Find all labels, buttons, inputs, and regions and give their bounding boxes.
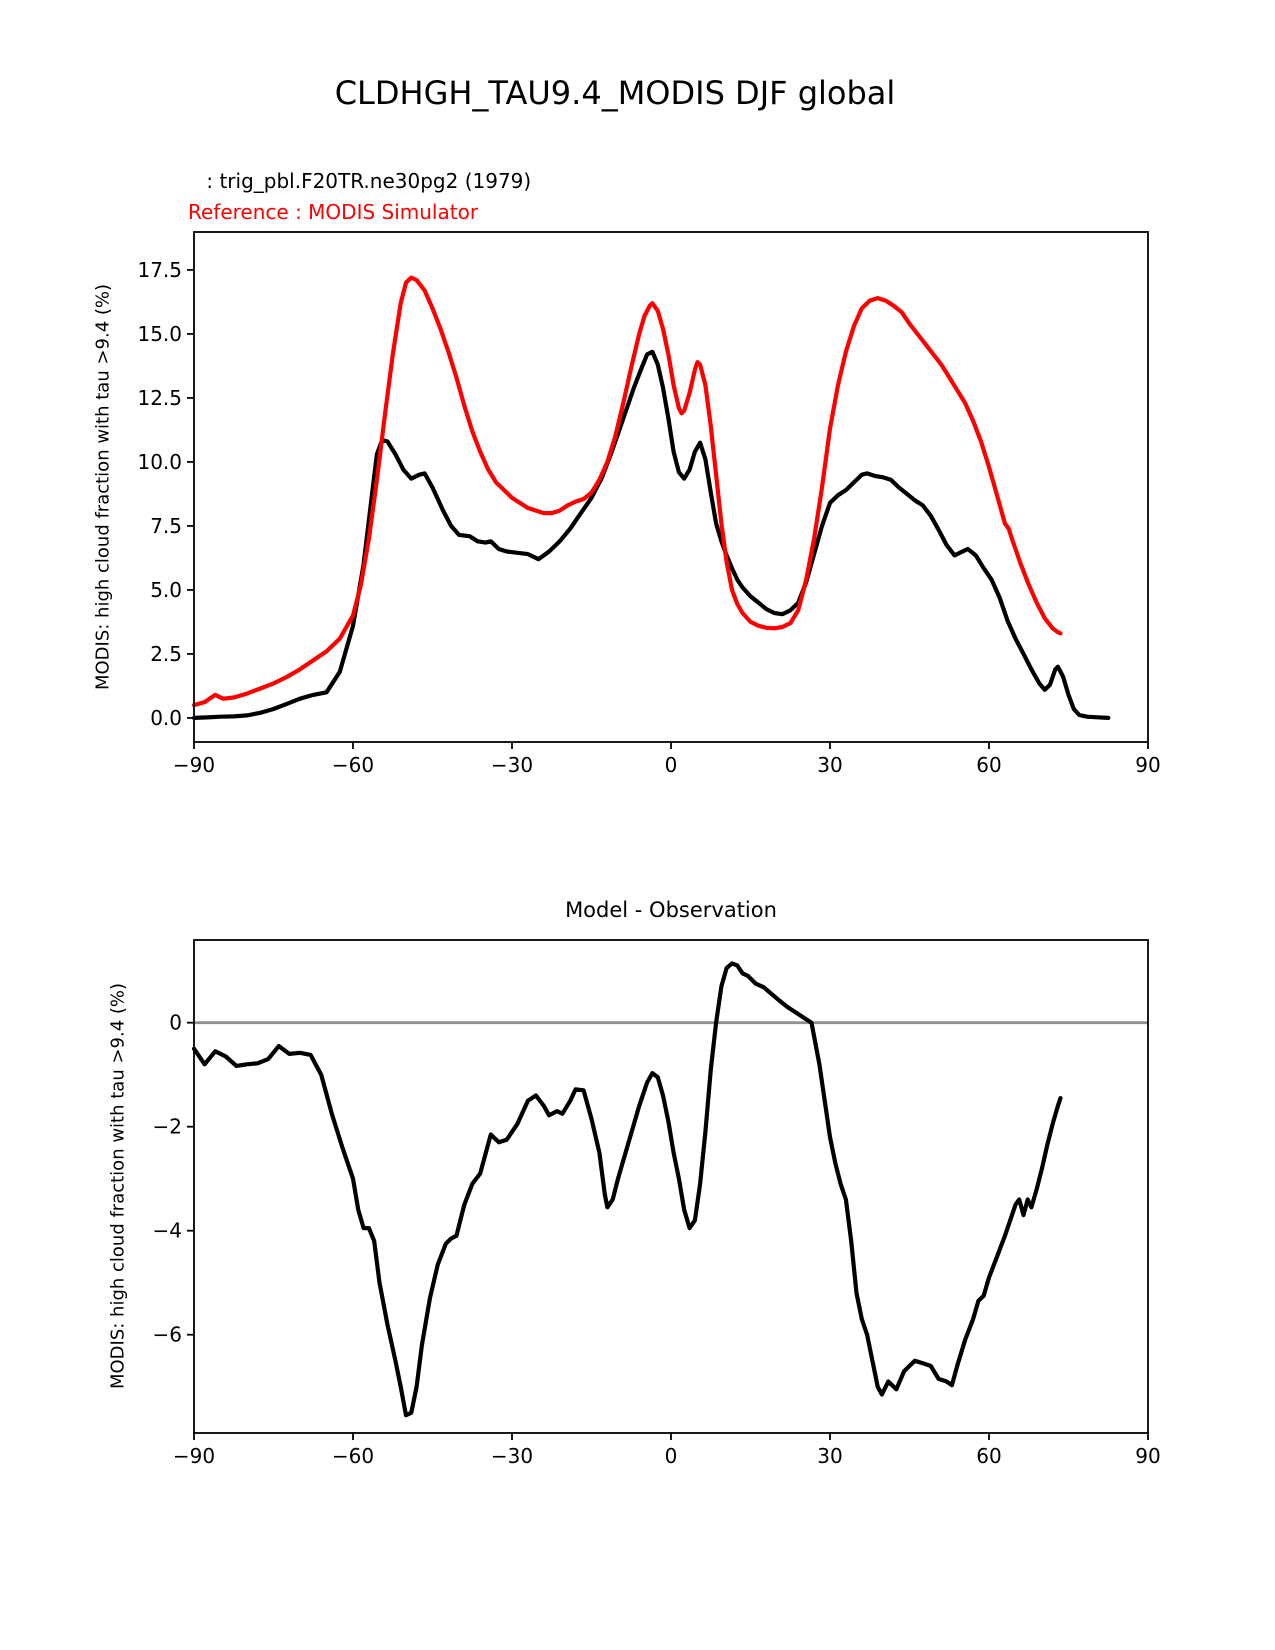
reference-line	[194, 278, 1061, 705]
x-tick-label: 0	[664, 753, 678, 777]
main-chart	[137, 232, 1161, 777]
difference-chart	[152, 940, 1161, 1468]
x-tick-label: 30	[817, 753, 843, 777]
x-tick-label: −90	[172, 753, 216, 777]
x-tick-label: −60	[331, 753, 375, 777]
plot-box	[194, 940, 1148, 1433]
y-tick-label: −4	[152, 1218, 182, 1243]
y-tick-label: 0.0	[150, 705, 182, 730]
y-tick-label: −6	[152, 1322, 182, 1347]
y-tick-label: 12.5	[137, 385, 182, 410]
x-tick-label: 30	[817, 1444, 843, 1468]
diff-chart-title: Model - Observation	[565, 898, 777, 922]
x-tick-label: 90	[1135, 1444, 1161, 1468]
legend-reference-label: Reference : MODIS Simulator	[188, 200, 479, 224]
x-tick-label: −30	[490, 753, 534, 777]
diff-chart-ylabel: MODIS: high cloud fraction with tau >9.4 (%)	[107, 982, 129, 1390]
x-tick-label: 90	[1135, 753, 1161, 777]
x-tick-label: −60	[331, 1444, 375, 1468]
difference-line	[194, 963, 1061, 1415]
model-line	[194, 352, 1108, 718]
x-tick-label: 60	[976, 753, 1002, 777]
y-tick-label: 17.5	[137, 257, 182, 282]
legend-model-label: : trig_pbl.F20TR.ne30pg2 (1979)	[200, 169, 532, 193]
y-tick-label: 2.5	[150, 641, 182, 666]
x-tick-label: −90	[172, 1444, 216, 1468]
y-tick-label: 5.0	[150, 577, 182, 602]
y-tick-label: 7.5	[150, 513, 182, 538]
y-tick-label: 0	[169, 1010, 182, 1035]
y-tick-label: −2	[152, 1114, 182, 1139]
plot-box	[194, 232, 1148, 742]
y-tick-label: 15.0	[137, 321, 182, 346]
figure-title: CLDHGH_TAU9.4_MODIS DJF global	[334, 74, 896, 112]
main-chart-ylabel: MODIS: high cloud fraction with tau >9.4 (%)	[92, 283, 114, 691]
y-tick-label: 10.0	[137, 449, 182, 474]
x-tick-label: −30	[490, 1444, 534, 1468]
x-tick-label: 60	[976, 1444, 1002, 1468]
x-tick-label: 0	[664, 1444, 678, 1468]
